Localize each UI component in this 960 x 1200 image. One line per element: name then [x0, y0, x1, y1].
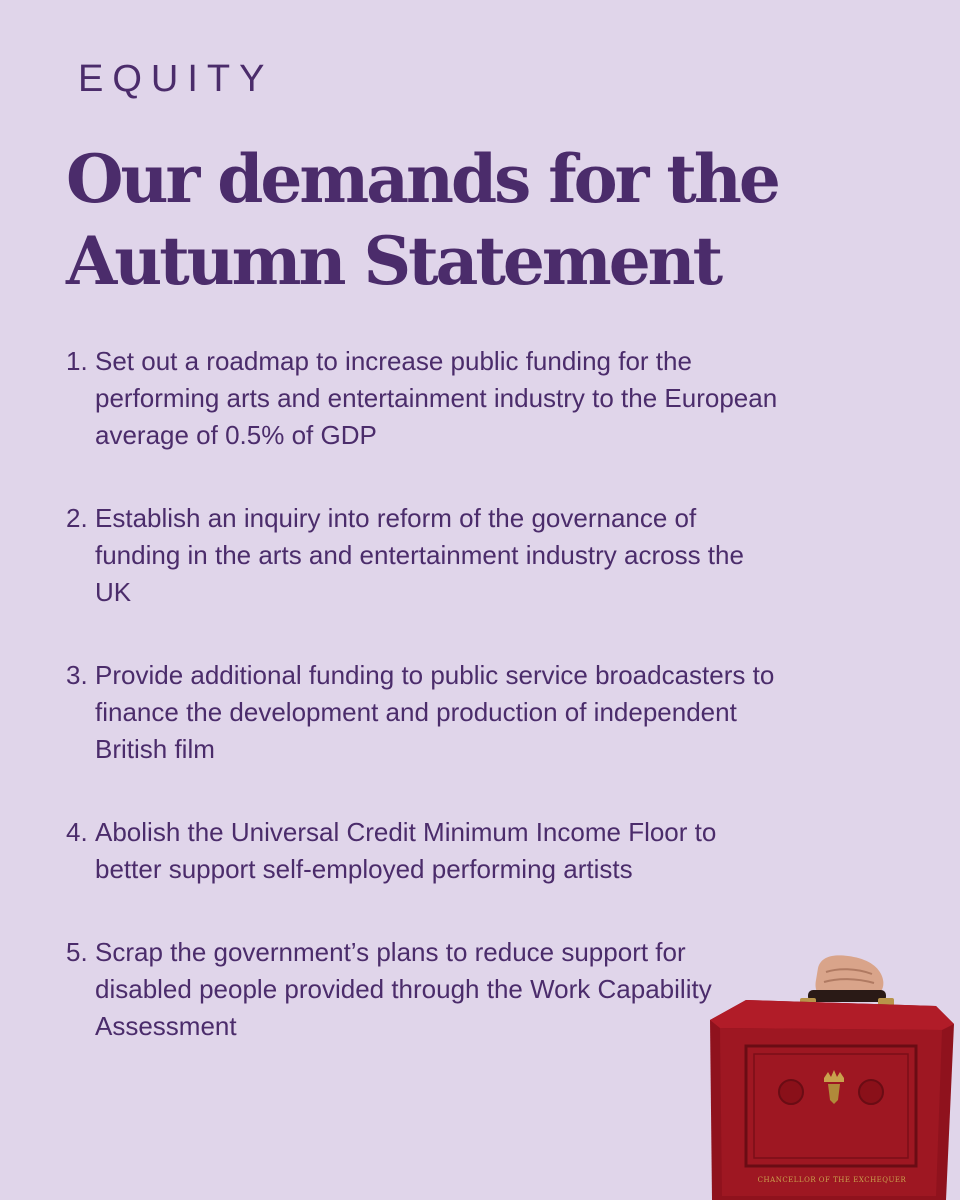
item-number: 1.: [66, 346, 88, 376]
red-briefcase-image: [706, 950, 960, 1200]
item-text: Abolish the Universal Credit Minimum Income Floor to better support self-employed performing artists: [95, 817, 717, 884]
list-item: [66, 657, 786, 768]
item-text: Set out a roadmap to increase public funding for the performing arts and entertainment industry to the European average of 0.5% of GDP: [95, 346, 778, 450]
page-title: Our demands for the Autumn Statement: [66, 140, 778, 300]
list-item: [66, 500, 786, 611]
list-item: [66, 343, 786, 454]
brand-logo: EQUITY: [78, 58, 274, 100]
briefcase-inscription: CHANCELLOR OF THE EXCHEQUER: [757, 1176, 907, 1184]
demands-list: [66, 343, 786, 1091]
item-text: Provide additional funding to public service broadcasters to finance the development and production of independent British film: [95, 660, 775, 764]
list-item: [66, 814, 786, 888]
item-number: 4.: [66, 817, 88, 847]
item-number: 5.: [66, 937, 88, 967]
list-item: [66, 934, 786, 1045]
item-text: Scrap the government’s plans to reduce support for disabled people provided through the Work Capability Assessment: [95, 937, 712, 1041]
item-text: Establish an inquiry into reform of the governance of funding in the arts and entertainment industry across the UK: [95, 503, 744, 607]
item-number: 2.: [66, 503, 88, 533]
item-number: 3.: [66, 660, 88, 690]
